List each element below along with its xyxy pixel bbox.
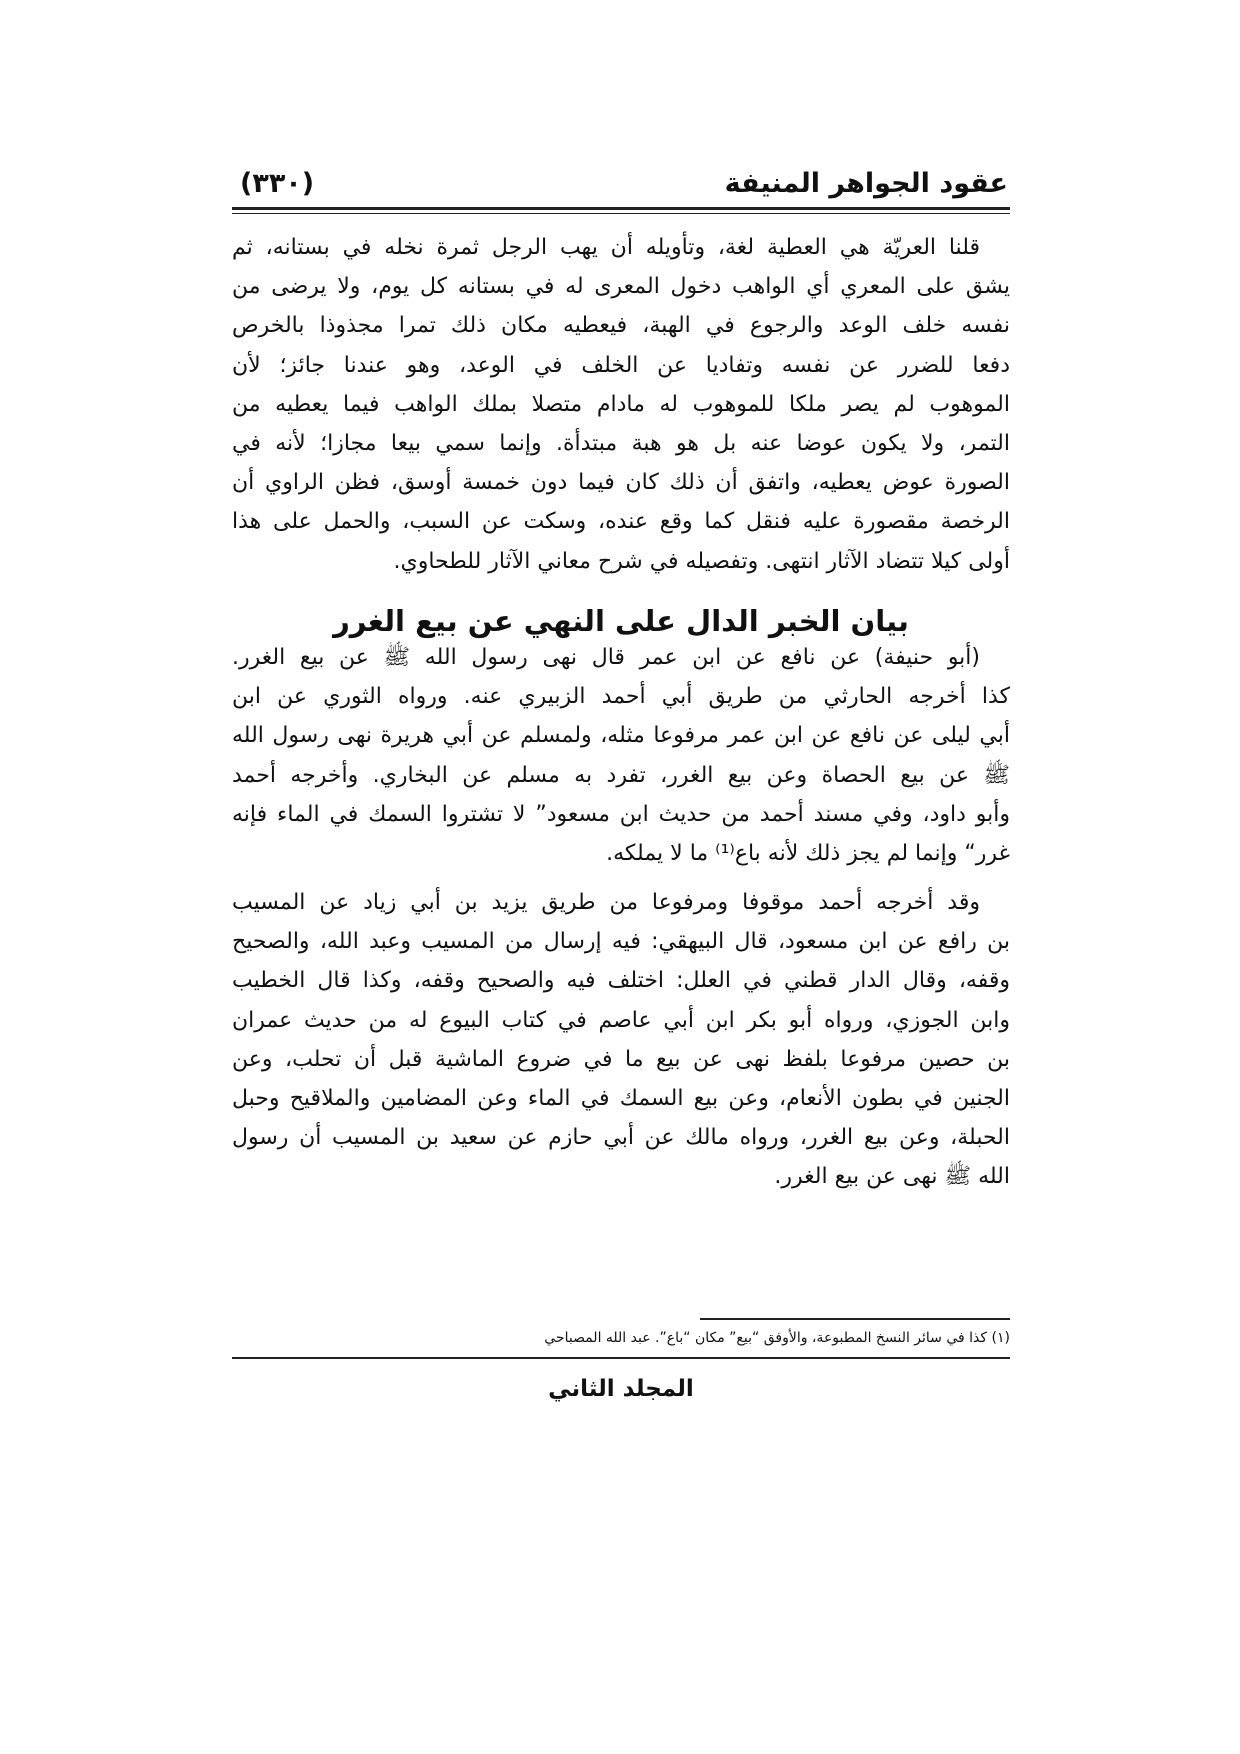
text-line: وقد أخرجه أحمد موقوفا ومرفوعا من طريق يزيد بن أبي زياد عن المسيب [232,890,980,915]
text-line: ﷺ عن بيع الحصاة وعن بيع الغرر، تفرد به مسلم عن البخاري. وأخرجه أحمد [232,762,1010,788]
text-line: (أبو حنيفة) عن نافع عن ابن عمر قال نهى رسول الله ﷺ عن بيع الغرر. [232,645,980,670]
text-line: الجنين في بطون الأنعام، وعن بيع السمك في الماء وعن المضامين والملاقيح وحبل [232,1086,1010,1111]
text-line: وأبو داود، وفي مسند أحمد من حديث ابن مسعود” لا تشتروا السمك في الماء فإنه [232,801,1010,827]
text-line: وقفه، وقال الدار قطني في العلل: اختلف فيه والصحيح وقفه، وكذا قال الخطيب [232,968,1010,994]
text-line: أولى كيلا تتضاد الآثار انتهى. وتفصيله في شرح معاني الآثار للطحاوي. [393,548,1010,574]
footer-rule [232,1357,1010,1359]
running-header-title: عقود الجواهر المنيفة [724,168,1008,199]
text-line: بن حصين مرفوعا بلفظ نهى عن بيع ما في ضروع الماشية قبل أن تحلب، وعن [232,1046,1010,1072]
volume-footer: المجلد الثاني [548,1376,694,1402]
footnote-rule [700,1318,1010,1320]
text-line: التمر، ولا يكون عوضا عنه بل هو هبة مبتدأة. وإنما سمي بيعا مجازا؛ لأنه في [232,431,1010,456]
text-line: دفعا للضرر عن نفسه وتفاديا عن الخلف في الوعد، وهو عندنا جائز؛ لأن [232,352,1010,378]
text-line: يشق على المعري أي الواهب دخول المعرى له في بستانه كل يوم، ولا يرضى من [232,274,1010,300]
text-line: الحبلة، وعن بيع الغرر، ورواه مالك عن أبي حازم عن سعيد بن المسيب أن رسول [232,1125,1010,1151]
footnote: (١) كذا في سائر النسخ المطبوعة، والأوفق “بيع” مكان “باع”. عبد الله المصباحي [544,1330,1010,1346]
header-double-rule [232,207,1010,214]
text-line: غرر“ وإنما لم يجز ذلك لأنه باع⁽¹⁾ ما لا يملكه. [606,841,1010,866]
text-line: أبي ليلى عن نافع عن ابن عمر مرفوعا مثله، ولمسلم عن أبي هريرة نهى رسول الله [232,723,1010,749]
text-line: الرخصة مقصورة عليه فنقل كما وقع عنده، وسكت عن السبب، والحمل على هذا [232,509,1010,535]
text-line: بن رافع عن ابن مسعود، قال البيهقي: فيه إرسال من المسيب وعبد الله، والصحيح [232,929,1010,955]
text-line: قلنا العريّة هي العطية لغة، وتأويله أن يهب الرجل ثمرة نخله في بستانه، ثم [232,235,980,260]
text-line: الموهوب لم يصر ملكا للموهوب له مادام متصلا بملك الواهب فيما يعطيه من [232,391,1010,417]
page-number: (٣٣٠) [240,168,315,199]
text-line: الله ﷺ نهى عن بيع الغرر. [774,1164,1010,1190]
text-line: الصورة عوض يعطيه، واتفق أن ذلك كان فيما دون خمسة أوسق، فظن الراوي أن [232,470,1010,496]
section-heading: بيان الخبر الدال على النهي عن بيع الغرر [333,604,909,638]
text-line: وابن الجوزي، ورواه أبو بكر ابن أبي عاصم في كتاب البيوع له من حديث عمران [232,1007,1010,1033]
text-line: كذا أخرجه الحارثي من طريق أبي أحمد الزبيري عنه. ورواه الثوري عن ابن [232,684,1010,710]
text-line: نفسه خلف الوعد والرجوع في الهبة، فيعطيه مكان ذلك تمرا مجذوذا بالخرص [232,313,1010,339]
